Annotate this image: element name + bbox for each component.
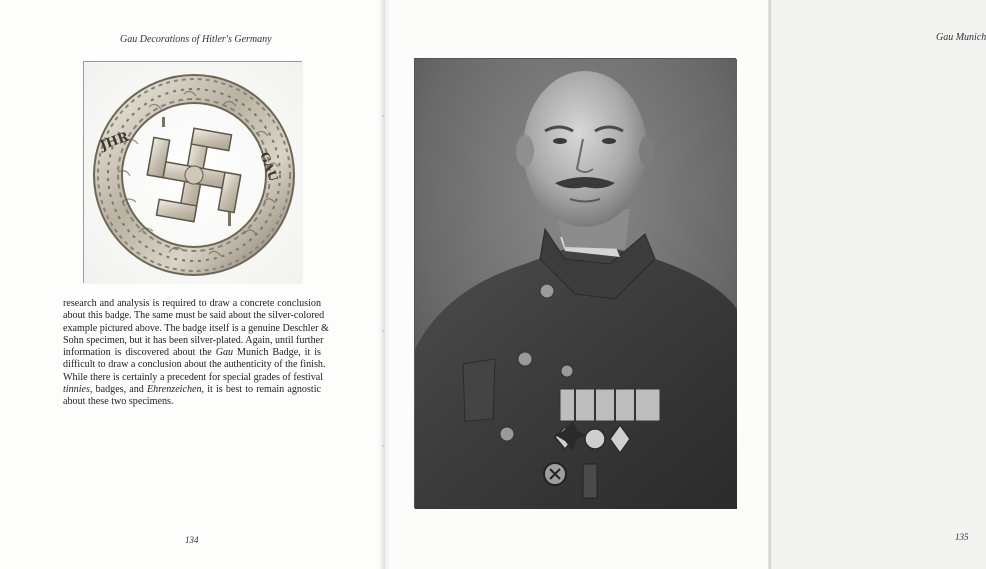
body-line: example pictured above. The badge itself is a genuine Deschler &	[63, 322, 329, 334]
body-line: tinnies, badges, and Ehrenzeichen, it is best to remain agnostic	[63, 384, 321, 396]
scan-speck	[382, 330, 384, 332]
badge-photo	[83, 61, 302, 283]
body-line: While there is certainly a precedent for special grades of festival	[63, 371, 324, 383]
body-line: research and analysis is required to draw a concrete conclusion	[63, 298, 321, 309]
italic-term: Gau	[215, 347, 234, 359]
body-line: information is discovered about the Gau Munich Badge, it is	[63, 347, 321, 359]
running-head-right: Gau Munich	[936, 32, 986, 43]
running-head-left: Gau Decorations of Hitler's Germany	[120, 34, 272, 45]
left-page	[0, 0, 384, 569]
portrait-image	[415, 59, 737, 509]
body-line: Sohn specimen, but it has been silver-plated. Again, until further	[63, 334, 324, 346]
page-edge	[768, 0, 771, 569]
body-line: difficult to draw a conclusion about the authenticity of the finish.	[63, 359, 326, 371]
scan-speck	[382, 445, 384, 447]
page-number-left: 134	[185, 535, 199, 545]
body-line: about these two specimens.	[63, 396, 174, 408]
body-line: about this badge. The same must be said about the silver-colored	[63, 310, 325, 322]
book-gutter	[378, 0, 390, 569]
svg-text:JHR: JHR	[98, 129, 131, 154]
body-text	[63, 298, 329, 409]
scan-speck	[382, 115, 384, 117]
badge-image	[84, 62, 303, 284]
italic-term: tinnies	[63, 384, 90, 396]
svg-text:GAU: GAU	[257, 150, 281, 184]
portrait-photo	[414, 58, 736, 508]
italic-term: Ehrenzeichen	[146, 384, 202, 396]
page-number-right: 135	[955, 532, 969, 542]
